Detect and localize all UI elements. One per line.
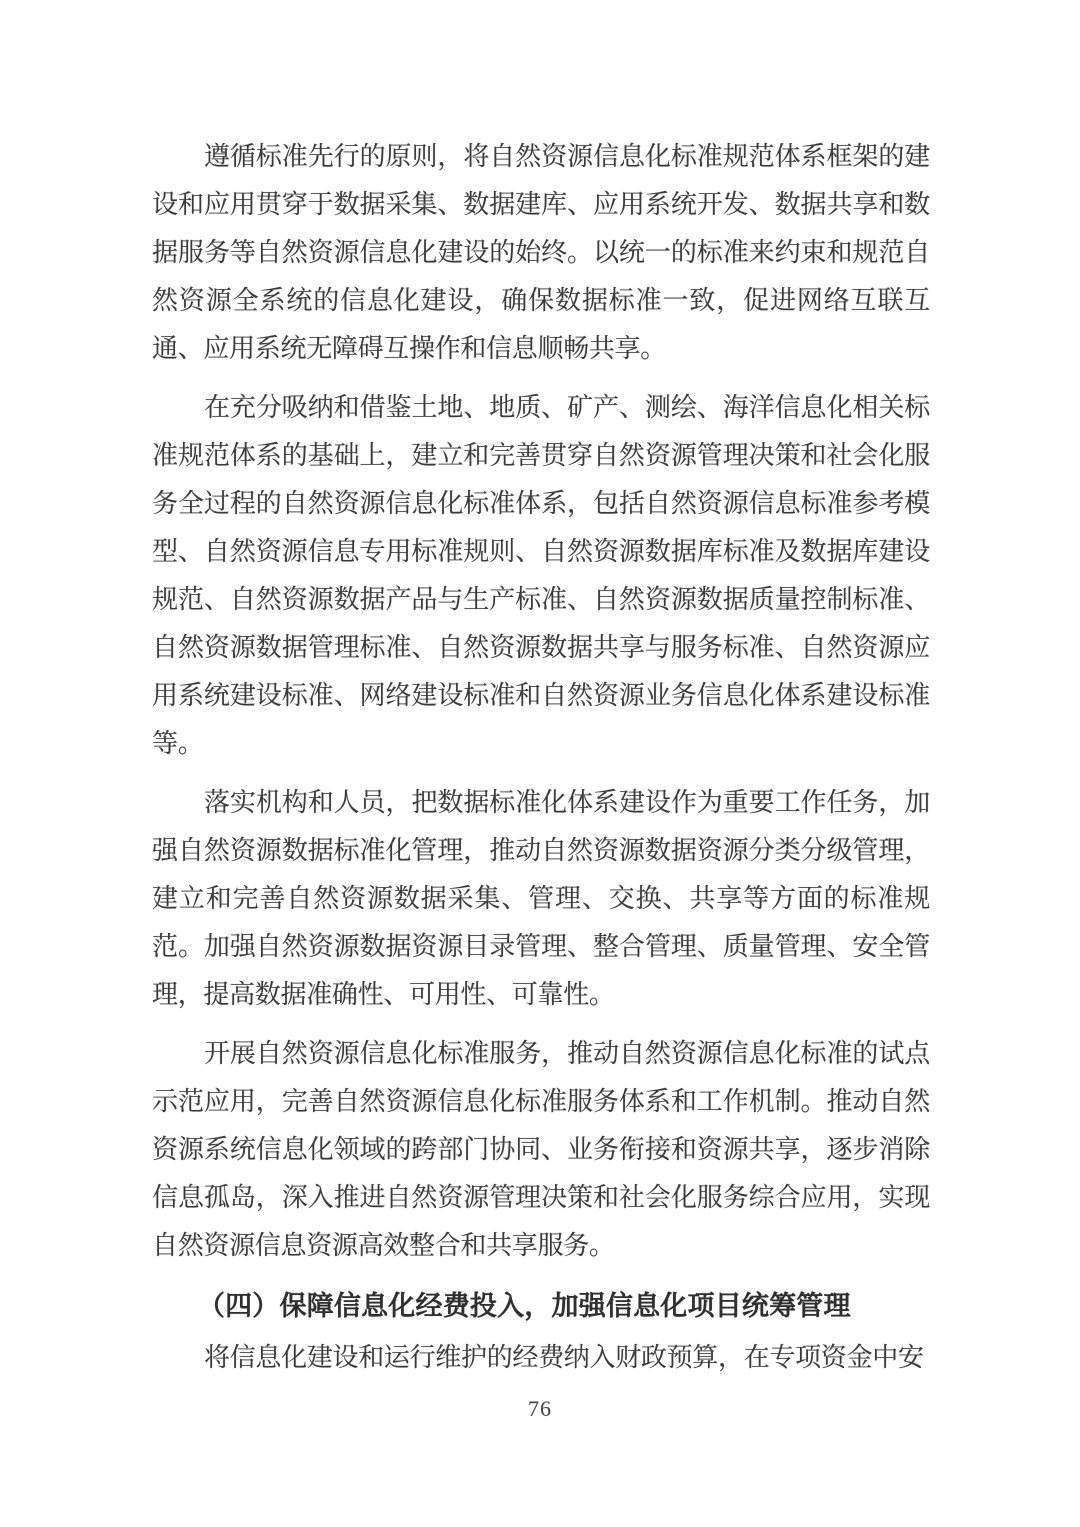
section-heading-four: （四）保障信息化经费投入，加强信息化项目统筹管理 <box>197 1291 851 1321</box>
paragraph-standards-principle: 遵循标准先行的原则，将自然资源信息化标准规范体系框架的建设和应用贯穿于数据采集、数据建库、应用系统开发、数据共享和数据服务等自然资源信息化建设的始终。以统一的标准来约束和规范自然资源全系统的信息化建设，确保数据标准一致，促进网络互联互通、应用系统无障碍互操作和信息顺畅共享。 <box>152 142 930 363</box>
paragraph-standards-system: 在充分吸纳和借鉴土地、地质、矿产、测绘、海洋信息化相关标准规范体系的基础上，建立和完善贯穿自然资源管理决策和社会化服务全过程的自然资源信息化标准体系，包括自然资源信息标准参考模型、自然资源信息专用标准规则、自然资源数据库标准及数据库建设规范、自然资源数据产品与生产标准、自然资源数据质量控制标准、自然资源数据管理标准、自然资源数据共享与服务标准、自然资源应用系统建设标准、网络建设标准和自然资源业务信息化体系建设标准等。 <box>152 393 930 758</box>
page-number: 76 <box>528 1396 552 1421</box>
paragraph-standards-service: 开展自然资源信息化标准服务，推动自然资源信息化标准的试点示范应用，完善自然资源信息化标准服务体系和工作机制。推动自然资源系统信息化领域的跨部门协同、业务衔接和资源共享，逐步消除信息孤岛，深入推进自然资源管理决策和社会化服务综合应用，实现自然资源信息资源高效整合和共享服务。 <box>152 1039 930 1260</box>
paragraph-funding-budget: 将信息化建设和运行维护的经费纳入财政预算，在专项资金中安 <box>204 1343 924 1372</box>
page-content <box>152 133 930 1393</box>
paragraph-data-standardization-management: 落实机构和人员，把数据标准化体系建设作为重要工作任务，加强自然资源数据标准化管理，推动自然资源数据资源分类分级管理，建立和完善自然资源数据采集、管理、交换、共享等方面的标准规范。加强自然资源数据资源目录管理、整合管理、质量管理、安全管理，提高数据准确性、可用性、可靠性。 <box>152 788 930 1009</box>
